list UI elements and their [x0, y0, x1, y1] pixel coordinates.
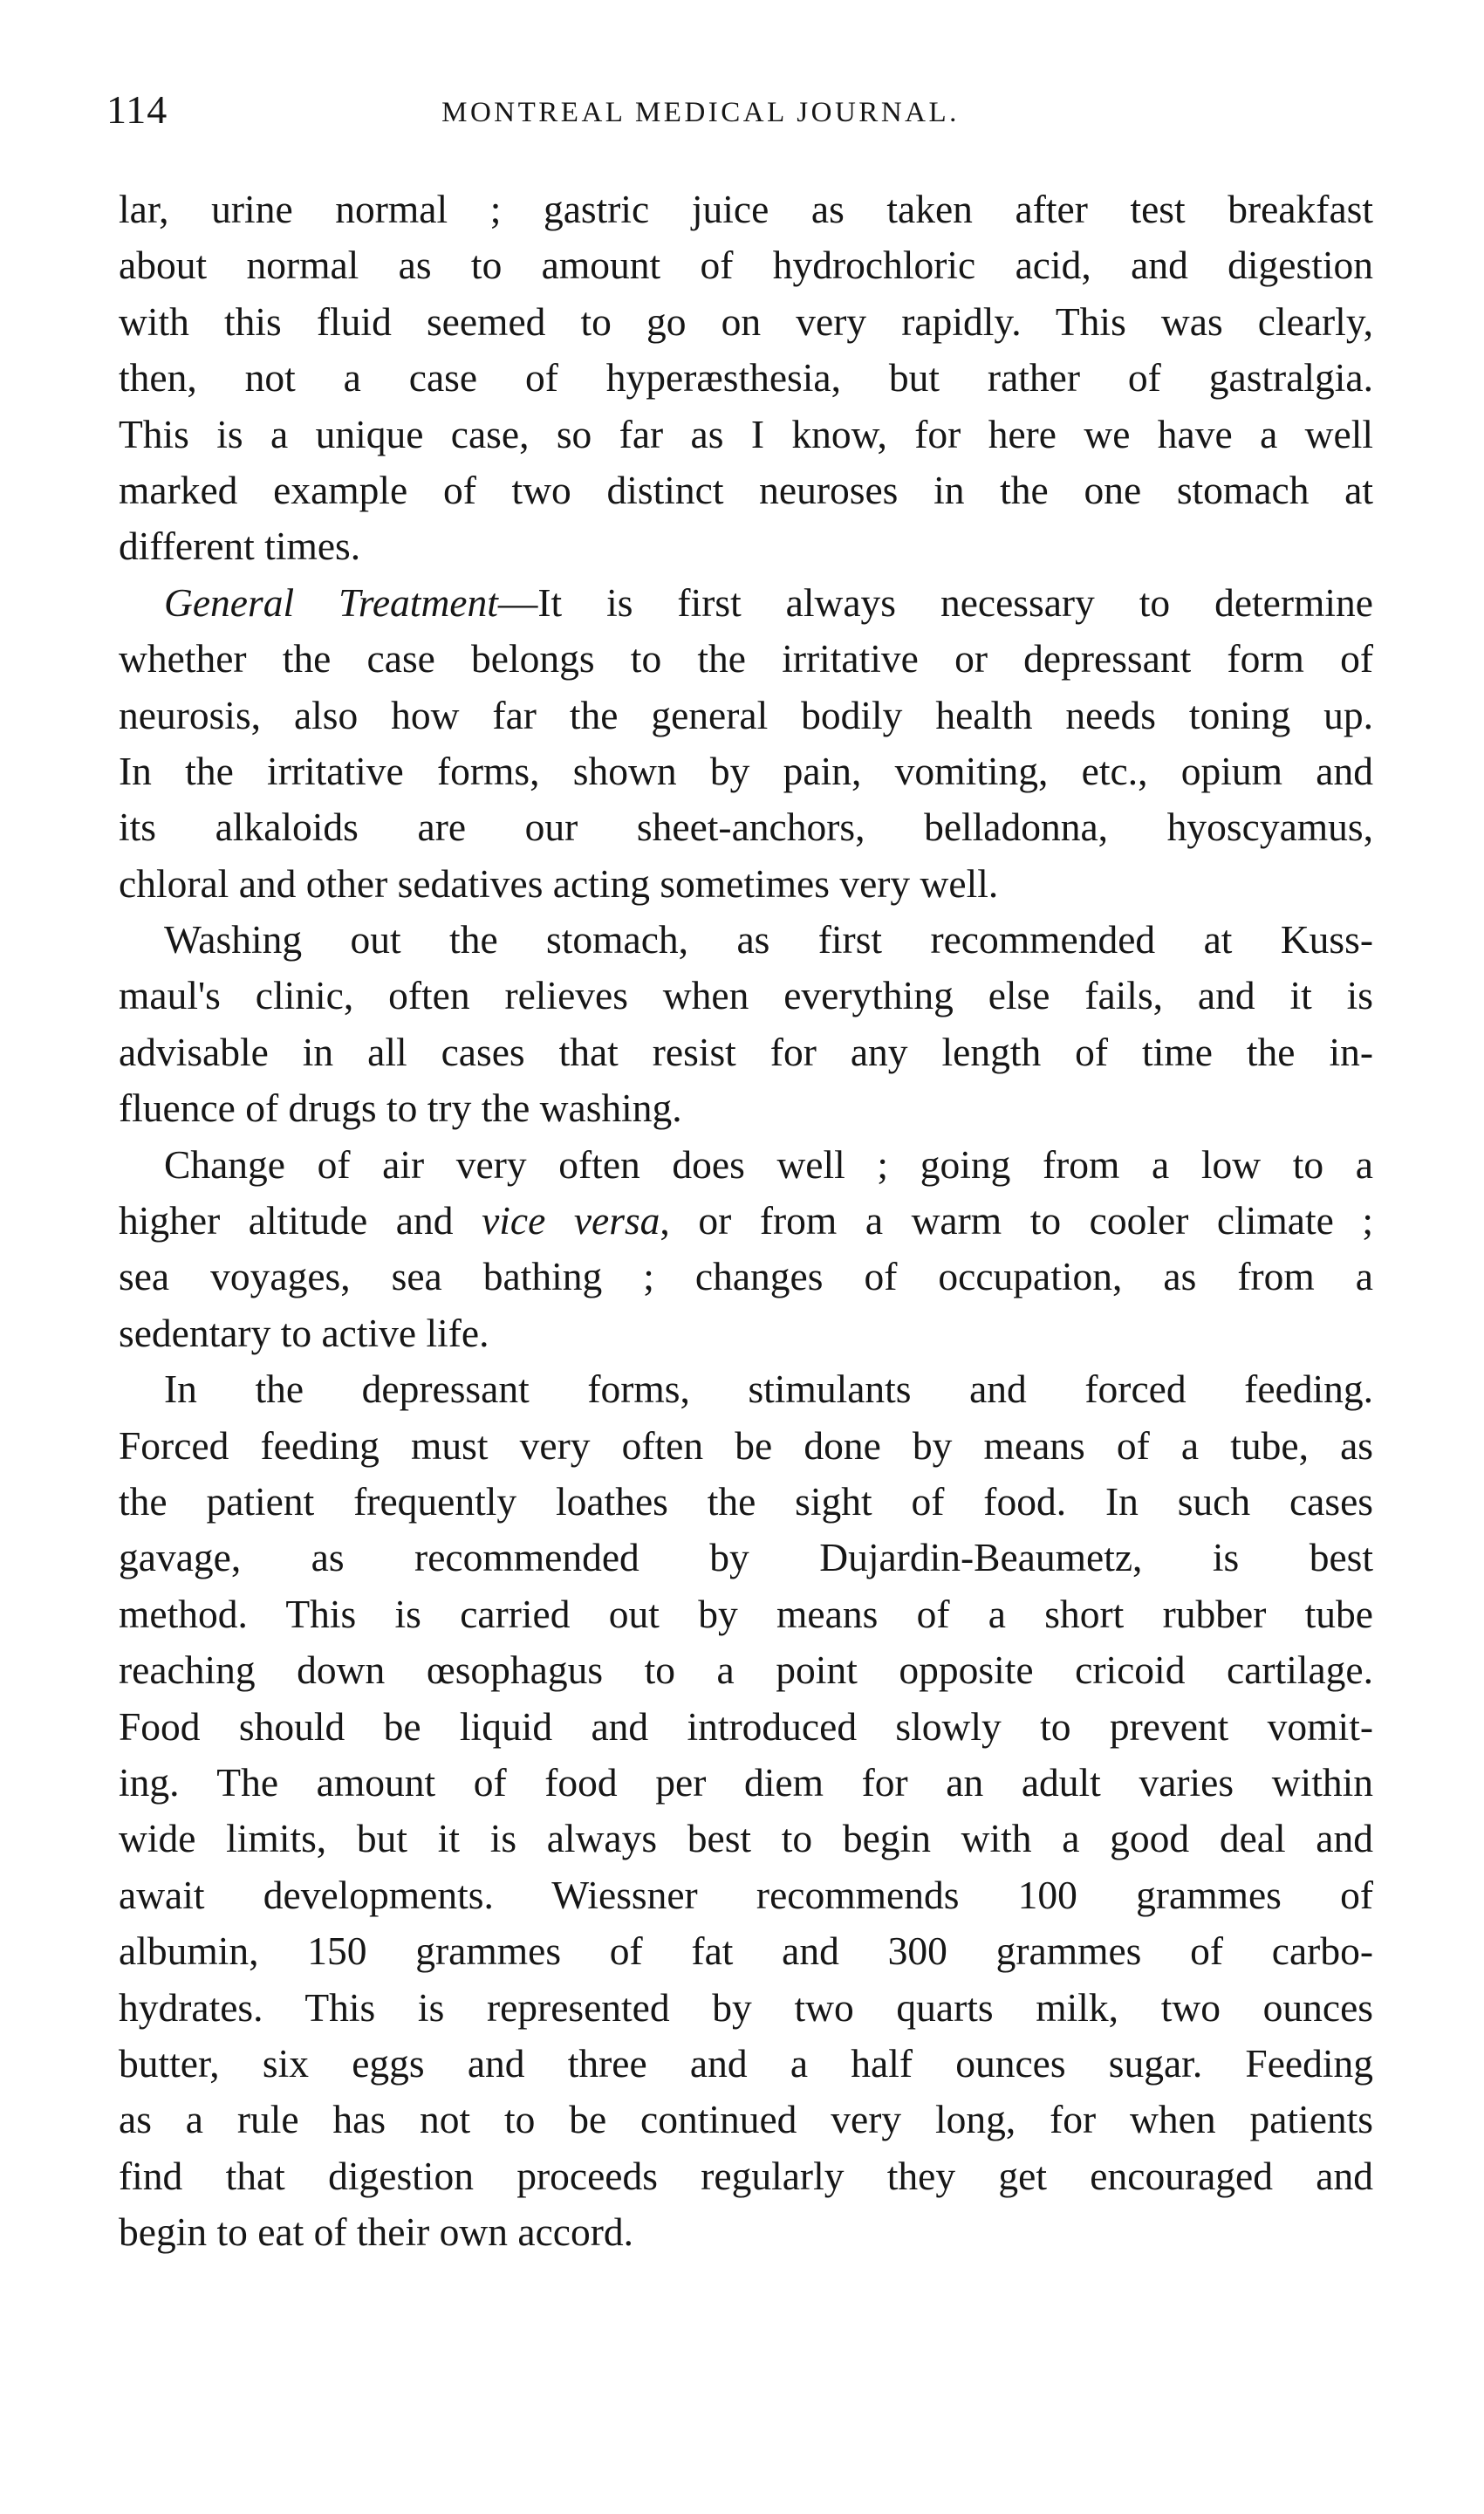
- text-line: This is a unique case, so far as I know, for here we have a well: [119, 411, 1373, 456]
- text-line: with this fluid seemed to go on very rapidly. This was clearly,: [119, 298, 1373, 344]
- text-line: Change of air very often does well ; going from a low to a: [164, 1141, 1373, 1187]
- heading-dash: —It: [497, 579, 563, 625]
- text-line: chloral and other sedatives acting sometimes very well.: [119, 860, 999, 906]
- italic-phrase: vice versa: [482, 1198, 660, 1243]
- text-line: advisable in all cases that resist for any length of time the in-: [119, 1029, 1373, 1074]
- text-line: sea voyages, sea bathing ; changes of occupation, as from a: [119, 1254, 1373, 1299]
- text-line: as a rule has not to be continued very long, for when patients: [119, 2097, 1373, 2142]
- running-head: MONTREAL MEDICAL JOURNAL.: [441, 97, 960, 128]
- text-line: find that digestion proceeds regularly they get encouraged and: [119, 2153, 1373, 2198]
- text-line: reaching down œsophagus to a point opposite cricoid cartilage.: [119, 1647, 1373, 1693]
- body-text: [119, 182, 1373, 2260]
- line-prefix: higher altitude and: [119, 1198, 454, 1243]
- text-line: different times.: [119, 524, 361, 569]
- text-line: In the depressant forms, stimulants and forced feeding.: [164, 1367, 1373, 1412]
- text-line: Forced feeding must very often be done by means of a tube, as: [119, 1422, 1373, 1468]
- text-line: fluence of drugs to try the washing.: [119, 1086, 682, 1131]
- text-line: maul's clinic, often relieves when everything else fails, and it is: [119, 973, 1373, 1018]
- text-line: Washing out the stomach, as first recommended at Kuss-: [164, 917, 1373, 962]
- text-line: whether the case belongs to the irritative or depressant form of: [119, 636, 1373, 682]
- line-remainder: or from a warm to cooler climate ;: [698, 1198, 1373, 1243]
- line-comma: ,: [660, 1198, 670, 1243]
- page-header: [103, 84, 1385, 154]
- text-line: lar, urine normal ; gastric juice as taken after test breakfast: [119, 187, 1373, 231]
- text-line: about normal as to amount of hydrochloric acid, and digestion: [119, 243, 1373, 288]
- text-line: method. This is carried out by means of a short rubber tube: [119, 1591, 1373, 1636]
- italic-heading: General Treatment: [164, 579, 498, 625]
- text-line: gavage, as recommended by Dujardin-Beaumetz, is best: [119, 1535, 1373, 1580]
- text-line: ing. The amount of food per diem for an adult varies within: [119, 1759, 1373, 1805]
- page-number: 114: [106, 87, 168, 132]
- text-line: neurosis, also how far the general bodily health needs toning up.: [119, 692, 1373, 737]
- text-line: its alkaloids are our sheet-anchors, belladonna, hyoscyamus,: [119, 805, 1373, 850]
- text-line-vice-versa: [119, 1193, 1373, 1249]
- text-line: Food should be liquid and introduced slowly to prevent vomit-: [119, 1703, 1373, 1749]
- text-line: await developments. Wiessner recommends 100 grammes of: [119, 1872, 1373, 1917]
- text-line: butter, six eggs and three and a half ounces sugar. Feeding: [119, 2040, 1373, 2086]
- text-line: then, not a case of hyperæsthesia, but rather of gastralgia.: [119, 355, 1373, 401]
- text-line: begin to eat of their own accord.: [119, 2209, 634, 2255]
- line-remainder: is first always necessary to determine: [606, 579, 1373, 625]
- text-line: sedentary to active life.: [119, 1310, 489, 1355]
- text-line: marked example of two distinct neuroses in the one stomach at: [119, 467, 1373, 512]
- text-line: wide limits, but it is always best to begin with a good deal and: [119, 1816, 1373, 1861]
- text-line: the patient frequently loathes the sight of food. In such cases: [119, 1478, 1373, 1524]
- text-line: albumin, 150 grammes of fat and 300 grammes of carbo-: [119, 1928, 1373, 1974]
- text-line: hydrates. This is represented by two quarts milk, two ounces: [119, 1984, 1373, 2030]
- text-line: In the irritative forms, shown by pain, vomiting, etc., opium and: [119, 748, 1373, 793]
- text-line-general-treatment: [119, 575, 1373, 631]
